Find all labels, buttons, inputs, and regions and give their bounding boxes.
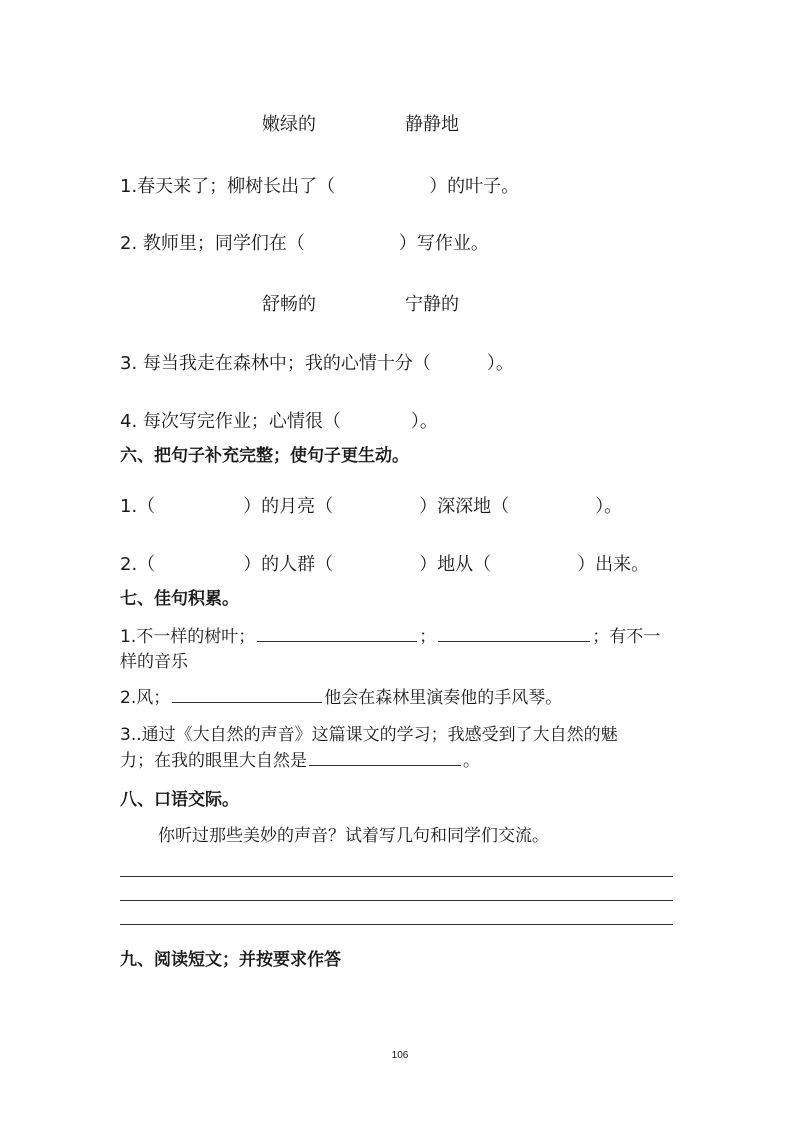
fill-line[interactable]	[438, 625, 590, 642]
text-part: 1.不一样的树叶；	[120, 627, 256, 647]
text-part: ）的月亮（	[243, 496, 334, 517]
question-2-prefix: 2. 教师里；同学们在（	[120, 233, 305, 254]
question-4	[120, 407, 438, 433]
question-1-prefix: 1.春天来了；柳树长出了（	[120, 176, 336, 197]
text-part: ）。	[595, 496, 623, 517]
text-part: ）地从（	[419, 554, 492, 575]
text-part: ；	[419, 627, 437, 647]
question-2-suffix: ）写作业。	[398, 233, 489, 254]
question-1	[120, 172, 519, 198]
text-part: 。	[463, 751, 480, 771]
writing-line[interactable]	[120, 900, 673, 901]
section-7-title: 七、佳句积累。	[120, 589, 239, 609]
question-4-prefix: 4. 每次写完作业；心情很（	[120, 411, 341, 432]
section-6-sentence-1	[120, 492, 622, 518]
section-8-title: 八、口语交际。	[120, 790, 239, 810]
fill-line[interactable]	[257, 625, 417, 642]
question-4-suffix: ）。	[410, 411, 438, 432]
section-8-prompt: 你听过那些美妙的声音？试着写几句和同学们交流。	[158, 826, 549, 846]
text-part: ）出来。	[577, 554, 650, 575]
section-6-title: 六、把句子补充完整；使句子更生动。	[120, 446, 409, 466]
writing-line[interactable]	[120, 924, 673, 925]
section-7-line-1	[120, 622, 660, 647]
text-part: 2.风；	[120, 688, 171, 708]
question-3-suffix: ）。	[486, 353, 514, 374]
text-part: ）的人群（	[243, 554, 334, 575]
word-bank-1-b: 静静地	[405, 114, 459, 135]
fill-line[interactable]	[309, 749, 461, 766]
text-part: 2.（	[120, 554, 156, 575]
word-bank-2-b: 宁静的	[405, 294, 459, 315]
question-2	[120, 229, 489, 255]
question-1-suffix: ）的叶子。	[429, 176, 520, 197]
text-part: 他会在森林里演奏他的手风琴。	[324, 688, 563, 708]
section-7-line-2	[120, 683, 562, 708]
question-3	[120, 349, 514, 375]
word-bank-1-a: 嫩绿的	[262, 114, 316, 135]
text-part: ；有不一	[592, 627, 661, 647]
section-7-line-3: 3..通过《大自然的声音》这篇课文的学习；我感受到了大自然的魅	[120, 725, 618, 745]
page-number: 106	[391, 1050, 409, 1061]
section-9-title: 九、阅读短文；并按要求作答	[120, 950, 341, 970]
section-7-line-1-cont: 样的音乐	[120, 652, 188, 672]
section-6-sentence-2	[120, 550, 649, 576]
section-7-line-3-cont	[120, 746, 480, 771]
text-part: ）深深地（	[419, 496, 510, 517]
question-3-prefix: 3. 每当我走在森林中；我的心情十分（	[120, 353, 431, 374]
text-part: 力；在我的眼里大自然是	[120, 751, 307, 771]
fill-line[interactable]	[172, 686, 322, 703]
writing-line[interactable]	[120, 876, 673, 877]
word-bank-2-a: 舒畅的	[262, 294, 316, 315]
text-part: 1.（	[120, 496, 156, 517]
